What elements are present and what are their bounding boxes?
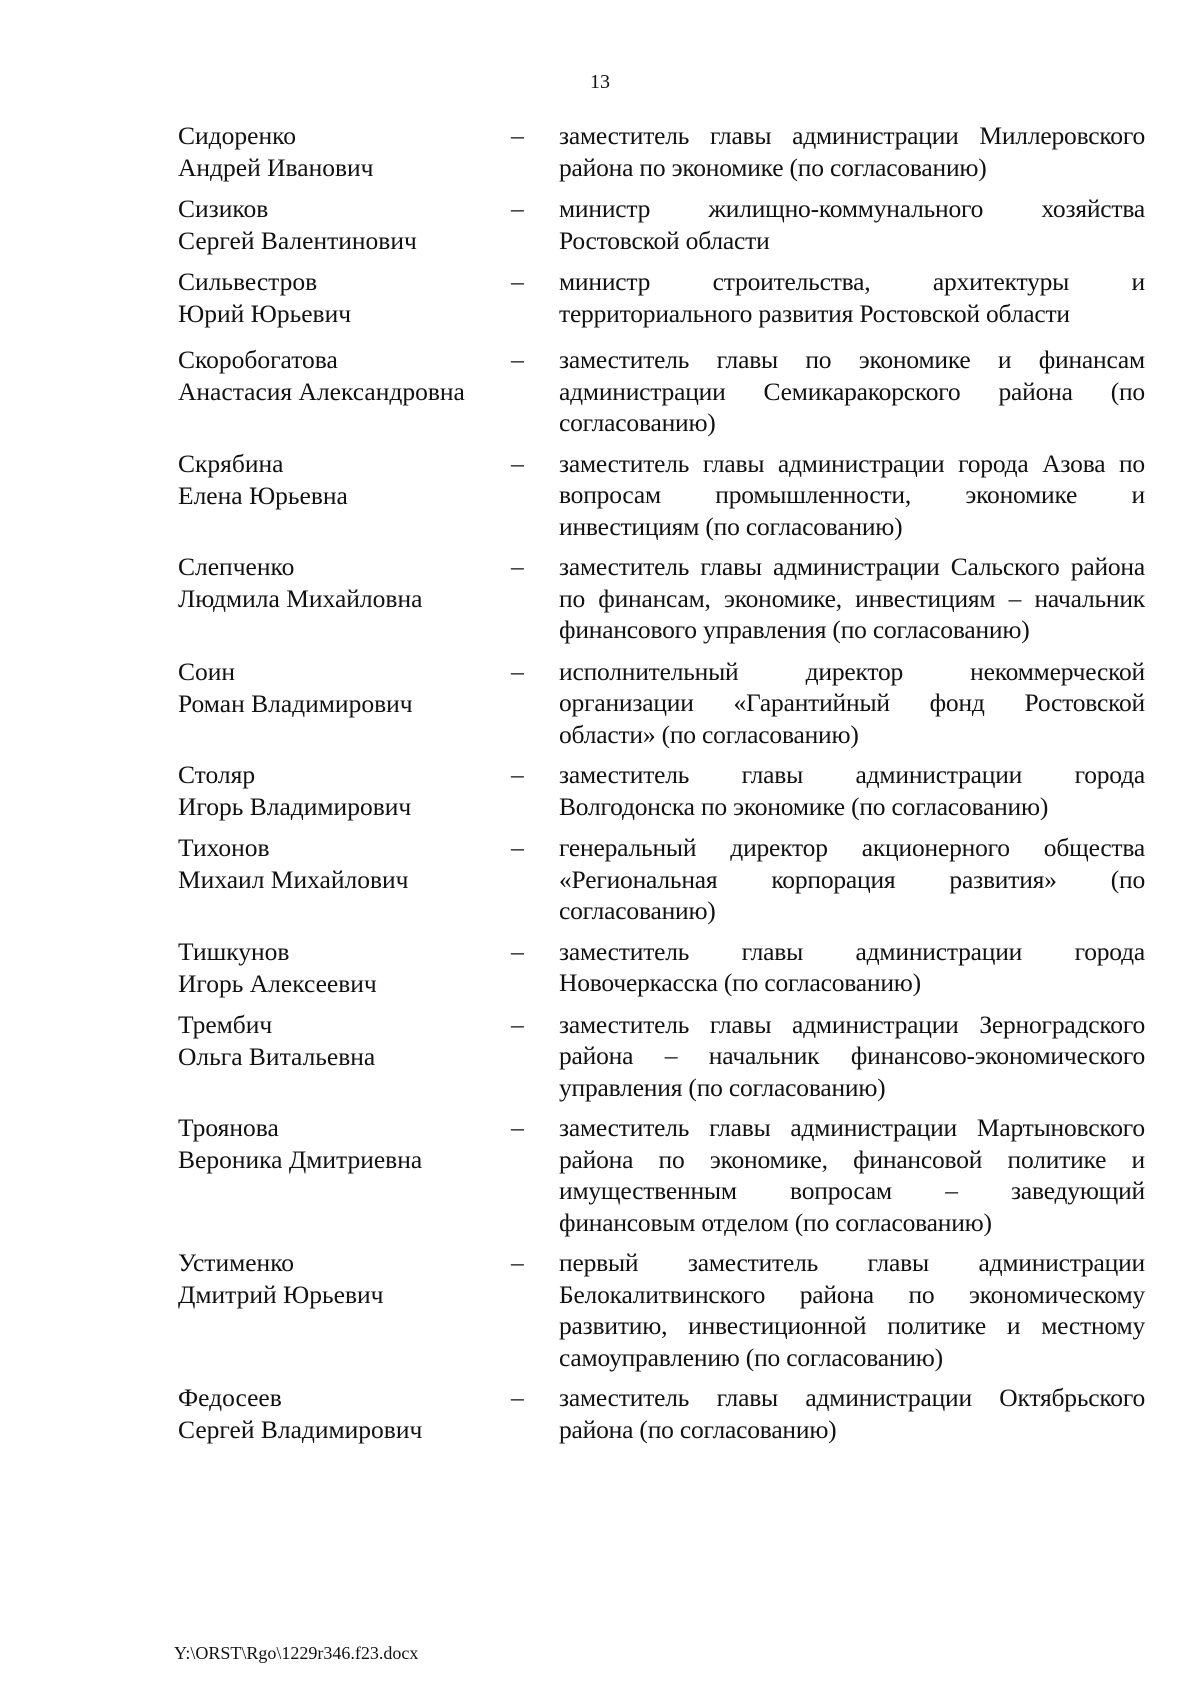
member-entry [178, 936, 1145, 1000]
member-entry [178, 344, 1145, 439]
member-role: заместитель главы администрации Октябрьского района (по согласованию) [559, 1383, 1145, 1444]
member-dash: – [511, 552, 524, 581]
member-name [178, 1112, 511, 1176]
member-dash: – [511, 656, 524, 686]
member-given-names: Игорь Владимирович [178, 792, 412, 821]
member-surname: Столяр [178, 760, 256, 789]
member-given-names: Юрий Юрьевич [178, 299, 352, 328]
member-entry [178, 1382, 1145, 1446]
member-name [178, 832, 511, 896]
page-number: 13 [590, 71, 610, 93]
member-name [178, 1247, 511, 1311]
document-file-path: Y:\ORST\Rgo\1229r346.f23.docx [174, 1643, 419, 1663]
member-entry [178, 120, 1145, 184]
member-given-names: Елена Юрьевна [178, 480, 348, 510]
member-name [178, 936, 511, 1000]
member-surname: Сизиков [178, 194, 269, 223]
member-role: заместитель главы администрации города Волгодонска по экономике (по согласованию) [559, 760, 1145, 821]
member-role: первый заместитель главы администрации Белокалитвинского района по экономическому развитию, инвестиционной политике и местному самоуправлению (по согласованию) [559, 1248, 1145, 1372]
member-given-names: Сергей Владимирович [178, 1415, 423, 1444]
member-surname: Скоробогатова [178, 345, 338, 374]
member-dash: – [511, 267, 524, 296]
member-entry [178, 1009, 1145, 1104]
member-given-names: Михаил Михайлович [178, 865, 409, 894]
member-surname: Скрябина [178, 448, 284, 478]
member-entry [178, 832, 1145, 927]
member-name [178, 1009, 511, 1073]
member-given-names: Вероника Дмитриевна [178, 1145, 423, 1174]
member-entry [178, 1112, 1145, 1238]
member-given-names: Андрей Иванович [178, 153, 374, 182]
member-name [178, 120, 511, 184]
member-name [178, 344, 511, 408]
member-name [178, 448, 511, 512]
member-name [178, 759, 511, 823]
member-given-names: Роман Владимирович [178, 688, 413, 718]
member-entry [178, 448, 1145, 543]
member-surname: Сидоренко [178, 121, 296, 150]
member-surname: Трембич [178, 1009, 273, 1039]
member-surname: Сильвестров [178, 267, 318, 296]
member-role: генеральный директор акционерного общества «Региональная корпорация развития» (по согласованию) [559, 833, 1145, 925]
member-given-names: Сергей Валентинович [178, 226, 417, 255]
member-entry [178, 656, 1145, 751]
member-dash: – [511, 1383, 524, 1412]
member-surname: Троянова [178, 1113, 279, 1142]
member-dash: – [511, 345, 524, 374]
member-entry [178, 551, 1145, 646]
member-role: заместитель главы администрации города Азова по вопросам промышленности, экономике и инвестициям (по согласованию) [559, 448, 1145, 541]
member-given-names: Анастасия Александровна [178, 377, 465, 406]
member-surname: Слепченко [178, 552, 295, 581]
member-dash: – [511, 1009, 524, 1039]
member-surname: Тишкунов [178, 936, 290, 966]
member-name [178, 656, 511, 720]
member-entry [178, 266, 1145, 330]
member-role: заместитель главы по экономике и финансам администрации Семикаракорского района (по согласованию) [559, 345, 1145, 437]
member-dash: – [511, 1248, 524, 1277]
member-name [178, 193, 511, 257]
member-entry [178, 759, 1145, 823]
member-given-names: Игорь Алексеевич [178, 968, 377, 998]
member-dash: – [511, 194, 524, 223]
member-given-names: Ольга Витальевна [178, 1041, 376, 1071]
member-entry [178, 193, 1145, 257]
member-name [178, 551, 511, 615]
member-role: министр строительства, архитектуры и территориального развития Ростовской области [559, 267, 1145, 328]
member-name [178, 266, 511, 330]
member-surname: Устименко [178, 1248, 295, 1277]
member-dash: – [511, 936, 524, 966]
member-surname: Федосеев [178, 1383, 282, 1412]
member-dash: – [511, 833, 524, 862]
member-role: заместитель главы администрации Мартыновского района по экономике, финансовой политике и имущественным вопросам – заведующий финансовым отделом (по согласованию) [559, 1113, 1145, 1237]
member-role: заместитель главы администрации Зерноградского района – начальник финансово-экономического управления (по согласованию) [559, 1009, 1145, 1102]
member-role: министр жилищно-коммунального хозяйства Ростовской области [559, 194, 1145, 255]
member-dash: – [511, 760, 524, 789]
member-surname: Соин [178, 656, 236, 686]
member-entry [178, 1247, 1145, 1373]
member-role: заместитель главы администрации Миллеровского района по экономике (по согласованию) [559, 121, 1145, 182]
member-role: заместитель главы администрации города Новочеркасска (по согласованию) [559, 936, 1145, 997]
member-role: исполнительный директор некоммерческой организации «Гарантийный фонд Ростовской области» (по согласованию) [559, 656, 1145, 749]
member-role: заместитель главы администрации Сальского района по финансам, экономике, инвестициям – начальник финансового управления (по согласованию) [559, 552, 1145, 644]
member-given-names: Людмила Михайловна [178, 584, 423, 613]
members-list [178, 120, 1145, 1446]
member-name [178, 1382, 511, 1446]
member-dash: – [511, 121, 524, 150]
member-surname: Тихонов [178, 833, 270, 862]
member-given-names: Дмитрий Юрьевич [178, 1280, 384, 1309]
member-dash: – [511, 1113, 524, 1142]
member-dash: – [511, 448, 524, 478]
